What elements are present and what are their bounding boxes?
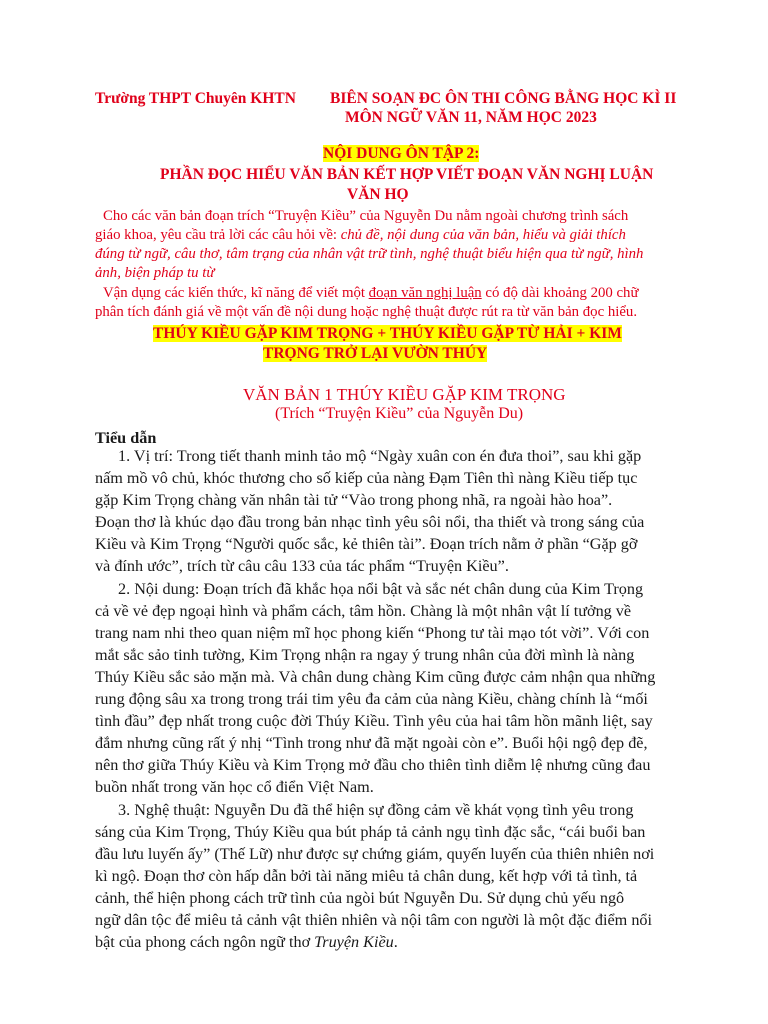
- section-heading-text: NỘI DUNG ÔN TẬP 2:: [323, 145, 480, 162]
- p2-line: Thúy Kiều sắc sảo mặn mà. Và chân dung chàng Kim cũng được cảm nhận qua những: [95, 668, 656, 686]
- p3-line: ngữ dân tộc để miêu tả cảnh vật thiên nhiên và nội tâm con người là một đặc điểm nổi: [95, 911, 652, 929]
- document-title-line2: MÔN NGỮ VĂN 11, NĂM HỌC 2023: [345, 109, 597, 126]
- p1-line: Đoạn thơ là khúc dạo đầu trong bản nhạc tình yêu sôi nổi, tha thiết và trong sáng của: [95, 513, 645, 531]
- p2-line: trang nam nhi theo quan niệm mĩ học phong kiến “Phong tư tài mạo tót vời”. Với con: [95, 624, 650, 642]
- p1-line: Kiều và Kim Trọng “Người quốc sắc, kẻ thiên tài”. Đoạn trích nằm ở phần “Gặp gỡ: [95, 535, 638, 553]
- p1-line: nấm mồ vô chủ, khóc thương cho số kiếp của nàng Đạm Tiên thì nàng Kiều tiếp tục: [95, 469, 638, 487]
- intro-p2-line1-b: có độ dài khoảng 200 chữ: [481, 285, 639, 301]
- p2-line: đắm nhưng cũng rất ý nhị “Tình trong như đã mặt ngoài còn e”. Buổi hội ngộ đẹp đẽ,: [95, 734, 648, 752]
- intro-p1-line2: [95, 227, 626, 244]
- p3-line: cảnh, thể hiện phong cách trữ tình của ngòi bút Nguyễn Du. Sử dụng chủ yếu ngô: [95, 889, 625, 907]
- intro-p2-line1: [103, 285, 638, 302]
- preface-label: Tiểu dẫn: [95, 429, 157, 447]
- topics-line1: [153, 325, 622, 343]
- intro-p1-line1: Cho các văn bản đoạn trích “Truyện Kiều” của Nguyễn Du nằm ngoài chương trình sách: [103, 208, 629, 224]
- text1-title: VĂN BẢN 1 THÚY KIỀU GẶP KIM TRỌNG: [243, 385, 566, 404]
- p2-line: nên thơ giữa Thúy Kiều và Kim Trọng mở đầu cho thiên tình diễm lệ nhưng cũng đau: [95, 756, 651, 774]
- intro-p2-line2: phân tích đánh giá về một vấn đề nội dung hoặc nghệ thuật được rút ra từ văn bản đọc hiểu.: [95, 304, 638, 320]
- topics-line2: [263, 345, 487, 363]
- p1-line: 1. Vị trí: Trong tiết thanh minh tảo mộ “Ngày xuân con én đưa thoi”, sau khi gặp: [118, 447, 642, 465]
- document-title-line1: BIÊN SOẠN ĐC ÔN THI CÔNG BẰNG HỌC KÌ II: [330, 90, 677, 107]
- p2-line: rung động sâu xa trong trong trái tim yêu đa cảm của nàng Kiều, chàng chính là “mối: [95, 690, 648, 708]
- p2-line: tình đầu” đẹp nhất trong cuộc đời Thúy Kiều. Tình yêu của hai tâm hồn mãnh liệt, say: [95, 712, 653, 730]
- intro-p2-line1-a: Vận dụng các kiến thức, kĩ năng để viết một: [103, 285, 369, 301]
- p2-line: 2. Nội dung: Đoạn trích đã khắc họa nổi bật và sắc nét chân dung của Kim Trọng: [118, 580, 644, 598]
- p1-line: và đính ước”, trích từ câu câu 133 của tác phẩm “Truyện Kiều”.: [95, 557, 509, 575]
- section-subheading-line2: VĂN HỌ: [347, 186, 409, 203]
- intro-p2-line1-underlined: đoạn văn nghị luận: [368, 285, 482, 301]
- section-heading: [323, 145, 479, 163]
- section-subheading-line1: PHẦN ĐỌC HIỂU VĂN BẢN KẾT HỢP VIẾT ĐOẠN VĂN NGHỊ LUẬN: [160, 166, 654, 183]
- p3-line: đầu lưu luyến ấy” (Thế Lữ) như được sự chứng giám, quyến luyến của thiên nhiên nơi: [95, 845, 655, 863]
- intro-p1-line2-plain: giáo khoa, yêu cầu trả lời các câu hỏi về:: [95, 227, 341, 243]
- p3-last-italic: Truyện Kiều: [314, 933, 394, 951]
- p1-line: gặp Kim Trọng chàng văn nhân tài tử “Vào trong phong nhã, ra ngoài hào hoa”.: [95, 491, 613, 509]
- p3-line: 3. Nghệ thuật: Nguyễn Du đã thể hiện sự đồng cảm về khát vọng tình yêu trong: [118, 801, 634, 819]
- intro-p1-line4: ảnh, biện pháp tu từ: [95, 265, 215, 281]
- p2-line: mắt sắc sảo tinh tường, Kim Trọng nhận ra ngay ý trung nhân của đời mình là nàng: [95, 646, 635, 664]
- p3-last-end: .: [393, 933, 398, 951]
- topics-line2-text: TRỌNG TRỞ LẠI VƯỜN THÚY: [263, 345, 488, 362]
- p3-last-line: [95, 933, 398, 952]
- p3-last-plain: bật của phong cách ngôn ngữ thơ: [95, 933, 315, 951]
- intro-p1-line3: đúng từ ngữ, câu thơ, tâm trạng của nhân vật trữ tình, nghệ thuật biểu hiện qua từ ngữ, hình: [95, 246, 644, 262]
- topics-line1-text: THÚY KIỀU GẶP KIM TRỌNG + THÚY KIỀU GẶP TỪ HẢI + KIM: [153, 325, 622, 342]
- text1-source: (Trích “Truyện Kiều” của Nguyễn Du): [275, 405, 524, 422]
- p3-line: kì ngộ. Đoạn thơ còn hấp dẫn bởi tài năng miêu tả chân dung, kết hợp với tả tình, tả: [95, 867, 638, 885]
- intro-p1-line2-italic: chủ đề, nội dung của văn bản, hiểu và giải thích: [340, 227, 626, 243]
- school-name: Trường THPT Chuyên KHTN: [95, 90, 296, 107]
- p2-line: cả về vẻ đẹp ngoại hình và phẩm cách, tâm hồn. Chàng là một nhân vật lí tưởng về: [95, 602, 632, 620]
- p2-line: buồn nhất trong văn học cổ điển Việt Nam.: [95, 778, 374, 796]
- p3-line: sáng của Kim Trọng, Thúy Kiều qua bút pháp tả cảnh ngụ tình đặc sắc, “cái buổi ban: [95, 823, 646, 841]
